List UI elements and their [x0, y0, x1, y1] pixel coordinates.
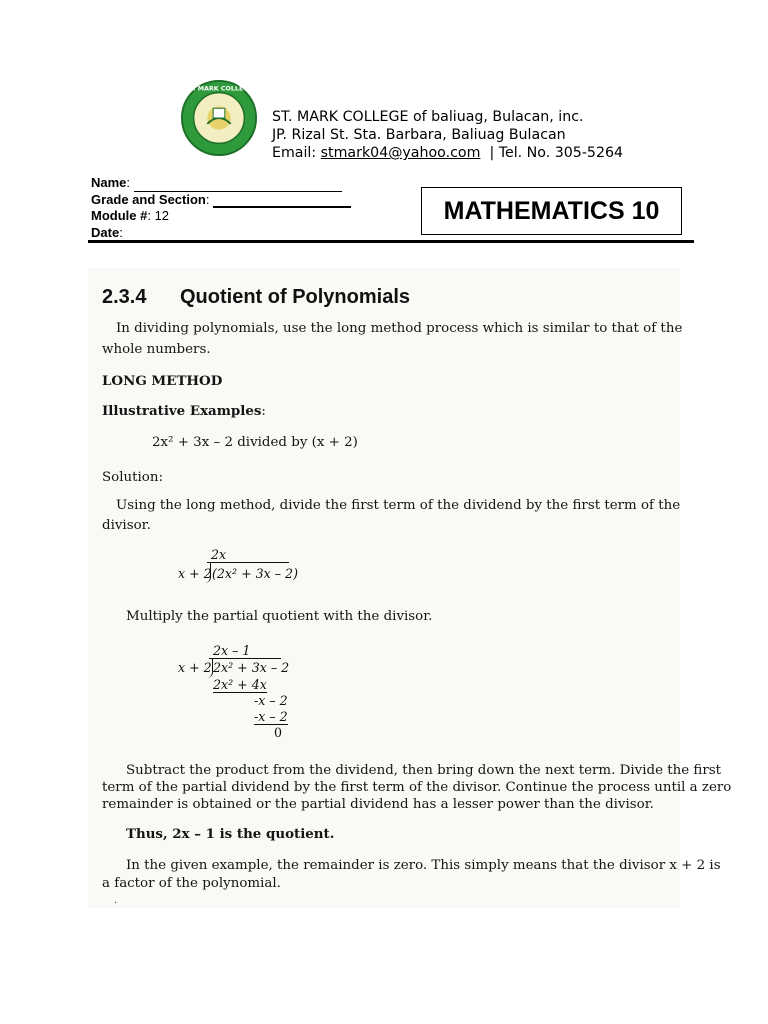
- method-heading: LONG METHOD: [102, 373, 223, 389]
- grade-section-colon: :: [205, 191, 210, 207]
- subject-title-box: [421, 187, 682, 235]
- date-field: [91, 225, 358, 242]
- div2-remainder: 0: [274, 725, 283, 740]
- grade-section-blank[interactable]: [213, 194, 351, 208]
- conclusion-line-2: a factor of the polynomial.: [102, 876, 281, 891]
- grade-section-label: Grade and Section: [91, 191, 206, 207]
- div2-divisor: x + 2: [178, 660, 212, 675]
- quotient-statement: Thus, 2x – 1 is the quotient.: [126, 826, 335, 842]
- div2-bar: [209, 658, 281, 659]
- svg-text:ST. MARK COLLEGE: ST. MARK COLLEGE: [185, 85, 253, 93]
- school-seal-logo: [180, 79, 258, 157]
- intro-line-1: In dividing polynomials, use the long method process which is similar to that of the: [116, 321, 683, 336]
- div2-dividend: 2x² + 3x – 2: [213, 660, 290, 675]
- header-divider: [88, 240, 694, 243]
- subject-title: MATHEMATICS 10: [443, 196, 660, 225]
- name-field: [91, 175, 358, 192]
- date-colon: :: [119, 224, 123, 240]
- step3-line-1: Subtract the product from the dividend, then bring down the next term. Divide the first: [126, 763, 722, 778]
- examples-heading-line: [102, 403, 266, 419]
- conclusion-line-1: In the given example, the remainder is zero. This simply means that the divisor x + 2 is: [126, 858, 721, 873]
- email-label: Email:: [272, 145, 321, 161]
- module-label: Module #: [91, 208, 148, 223]
- div1-bracket: [205, 562, 211, 583]
- tel-number: | Tel. No. 305-5264: [480, 145, 624, 161]
- div1-divisor: x + 2: [178, 566, 212, 581]
- scan-speck: ·: [114, 898, 118, 909]
- div2-quotient: 2x – 1: [213, 643, 251, 658]
- div1-quotient: 2x: [211, 547, 227, 562]
- scanned-lesson-page: [88, 268, 732, 909]
- contact-line: [272, 144, 623, 162]
- student-info-fields: [91, 175, 358, 241]
- name-colon: :: [126, 175, 131, 190]
- div2-remainder-1: -x – 2: [254, 693, 288, 708]
- intro-line-2: whole numbers.: [102, 342, 211, 357]
- name-blank[interactable]: [134, 179, 342, 192]
- step1-line-1: Using the long method, divide the first term of the dividend by the first term of the: [116, 498, 681, 513]
- step3-line-3: remainder is obtained or the partial dividend has a lesser power than the divisor.: [102, 797, 654, 812]
- lesson-title: Quotient of Polynomials: [180, 286, 411, 308]
- div2-product-1: 2x² + 4x: [213, 677, 267, 692]
- step2-text: Multiply the partial quotient with the divisor.: [126, 609, 433, 624]
- step1-line-2: divisor.: [102, 518, 151, 533]
- div1-bar: [207, 562, 289, 563]
- examples-heading: Illustrative Examples: [102, 403, 262, 419]
- email-link[interactable]: stmark04@yahoo.com: [320, 145, 481, 161]
- div2-product-2: -x – 2: [254, 709, 288, 724]
- name-label: Name: [91, 175, 127, 190]
- solution-label: Solution:: [102, 470, 164, 485]
- school-name: ST. MARK COLLEGE of baliuag, Bulacan, inc.: [272, 109, 584, 125]
- grade-section-field: [91, 192, 358, 209]
- module-value: : 12: [147, 208, 170, 223]
- problem-statement: 2x² + 3x – 2 divided by (x + 2): [152, 435, 358, 450]
- school-info: [272, 108, 623, 162]
- step3-line-2: term of the partial dividend by the first term of the divisor. Continue the process until a zero: [102, 780, 732, 795]
- module-field: [91, 208, 358, 225]
- school-address: JP. Rizal St. Sta. Barbara, Baliuag Bulacan: [272, 127, 566, 143]
- examples-colon: :: [261, 404, 266, 419]
- lesson-heading: [102, 286, 410, 309]
- lesson-number: 2.3.4: [102, 286, 147, 308]
- date-label: Date: [91, 224, 120, 240]
- div1-dividend: (2x² + 3x – 2): [212, 566, 298, 581]
